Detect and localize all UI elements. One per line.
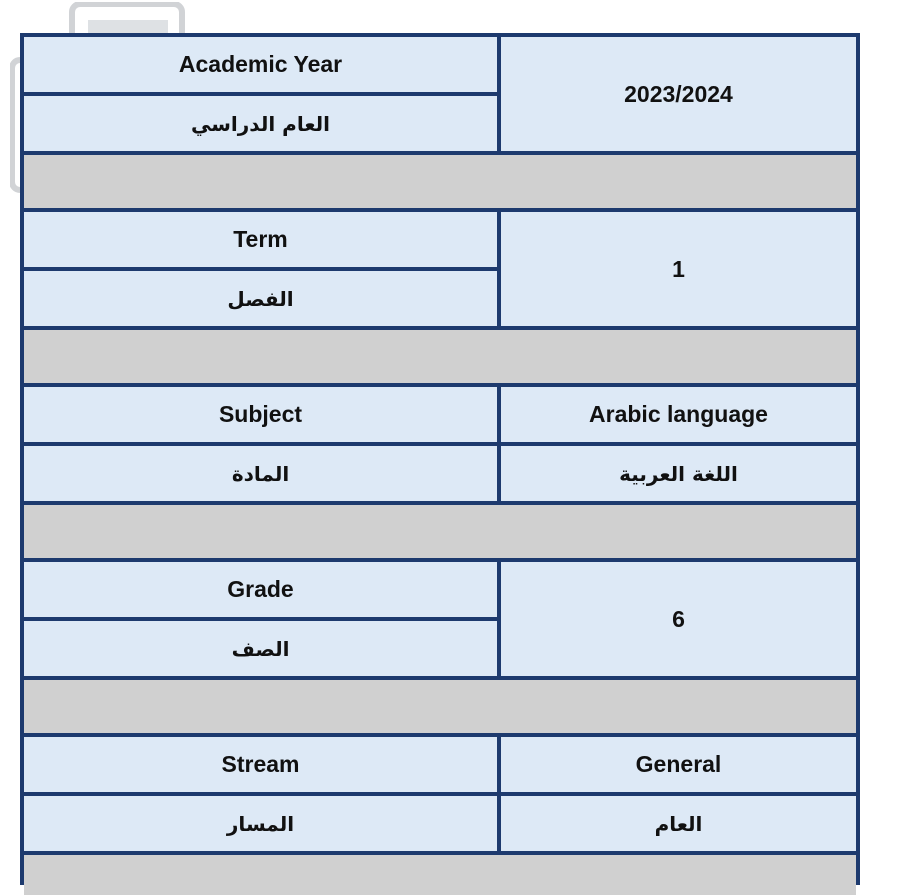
academic-year-label-ar: العام الدراسي — [24, 96, 497, 151]
academic-year-label-en: Academic Year — [24, 37, 497, 92]
subject-value-en: Arabic language — [501, 387, 856, 442]
stream-row — [24, 737, 856, 851]
stream-label-en: Stream — [24, 737, 497, 792]
grade-value: 6 — [501, 562, 856, 676]
spacer-row — [24, 155, 856, 208]
spacer-row — [24, 505, 856, 558]
grade-label-ar: الصف — [24, 621, 497, 676]
spacer-row — [24, 330, 856, 383]
info-table — [20, 33, 860, 885]
stream-label-ar: المسار — [24, 796, 497, 851]
subject-label-ar: المادة — [24, 446, 497, 501]
stream-value-en: General — [501, 737, 856, 792]
term-value: 1 — [501, 212, 856, 326]
term-row — [24, 212, 856, 326]
spacer-row — [24, 855, 856, 895]
term-label-ar: الفصل — [24, 271, 497, 326]
subject-label-en: Subject — [24, 387, 497, 442]
subject-row — [24, 387, 856, 501]
stream-value-ar: العام — [501, 796, 856, 851]
academic-year-row — [24, 37, 856, 151]
spacer-row — [24, 680, 856, 733]
grade-label-en: Grade — [24, 562, 497, 617]
academic-year-value: 2023/2024 — [501, 37, 856, 151]
term-label-en: Term — [24, 212, 497, 267]
subject-value-ar: اللغة العربية — [501, 446, 856, 501]
grade-row — [24, 562, 856, 676]
